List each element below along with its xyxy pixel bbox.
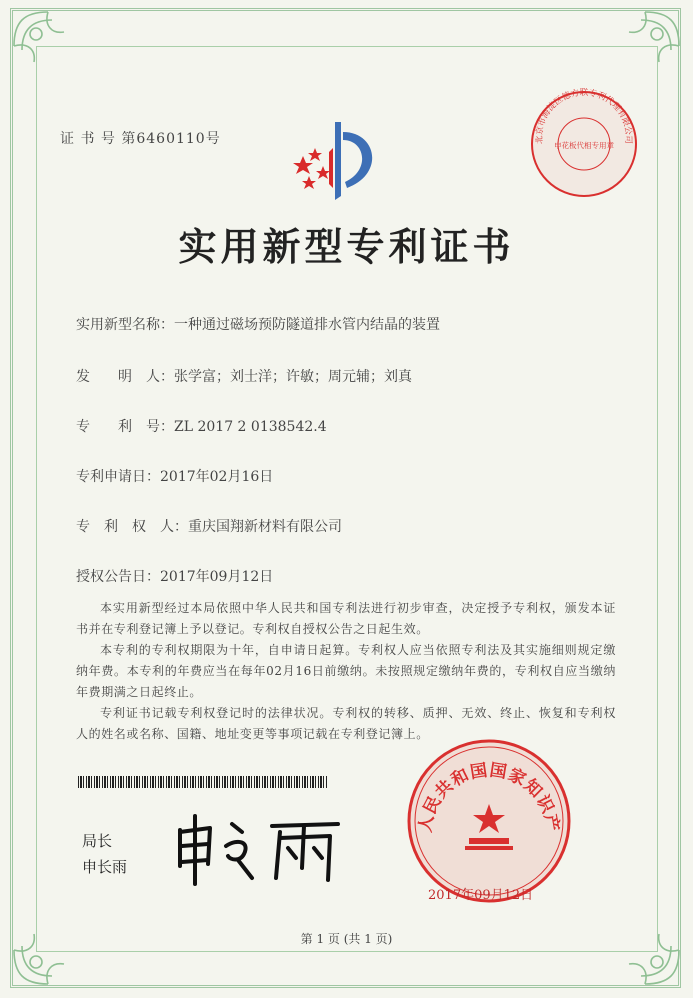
certificate-body — [76, 598, 616, 745]
corner-ornament-top-right — [595, 6, 685, 96]
field-value: 2017年02月16日 — [160, 469, 274, 485]
body-paragraph: 专利证书记载专利权登记时的法律状况。专利权的转移、质押、无效、终止、恢复和专利权人的姓名或名称、国籍、地址变更等事项记载在专利登记簿上。 — [76, 706, 616, 741]
field-value: 一种通过磁场预防隧道排水管内结晶的装置 — [174, 317, 440, 333]
field-label: 专 利 号： — [76, 419, 174, 435]
page-number: 第 1 页 (共 1 页) — [300, 932, 393, 946]
seal-date: 2017年09月12日 — [428, 888, 534, 903]
field-value: 重庆国翔新材料有限公司 — [188, 519, 342, 535]
certificate-number: 证 书 号 第6460110号 — [60, 131, 221, 147]
patent-office-seal — [406, 738, 572, 904]
field-patent-number — [76, 416, 327, 436]
corner-ornament-top-left — [8, 6, 98, 96]
field-label: 专利申请日： — [76, 469, 160, 485]
director-name: 申长雨 — [82, 858, 128, 876]
field-label: 实用新型名称： — [76, 317, 174, 333]
field-application-date — [76, 466, 273, 486]
seal-text: 人民共和国国家知识产 — [415, 760, 563, 834]
field-label: 授权公告日： — [76, 569, 160, 585]
body-paragraph: 本实用新型经过本局依照中华人民共和国专利法进行初步审查，决定授予专利权，颁发本证书并在专利登记簿上予以登记。专利权自授权公告之日起生效。 — [76, 601, 616, 636]
agency-seal — [528, 88, 640, 200]
field-patentee — [76, 516, 342, 536]
field-inventors — [76, 366, 412, 386]
director-title: 局长 — [82, 832, 113, 850]
agency-seal-inner: 申花板代相专用章 — [554, 141, 614, 150]
field-utility-model-name — [76, 314, 440, 334]
field-label: 专 利 权 人： — [76, 519, 188, 535]
director-signature — [168, 808, 348, 888]
field-value: 2017年09月12日 — [160, 569, 274, 585]
body-paragraph: 本专利的专利权期限为十年，自申请日起算。专利权人应当依照专利法及其实施细则规定缴纳年费。本专利的年费应当在每年02月16日前缴纳。未按照规定缴纳年费的，专利权自应当缴纳年费期满之日起终止。 — [76, 643, 616, 699]
field-label: 发 明 人： — [76, 369, 174, 385]
barcode — [78, 776, 328, 788]
agency-seal-text: 北京市海淀区德方联专利代理有限公司 — [534, 88, 634, 145]
field-value: 张学富；刘士洋；许敏；周元辅；刘真 — [174, 369, 412, 385]
patent-office-logo-icon — [285, 118, 395, 204]
field-grant-date — [76, 566, 273, 586]
field-value: ZL 2017 2 0138542.4 — [174, 419, 327, 435]
certificate-title: 实用新型专利证书 — [178, 224, 515, 269]
